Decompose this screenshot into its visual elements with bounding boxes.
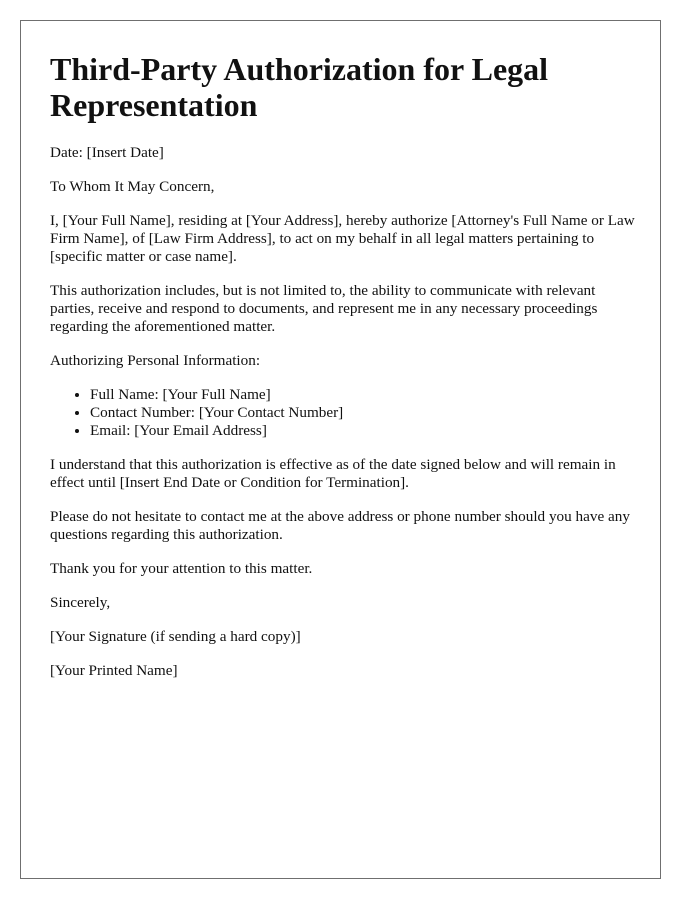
letter-content: [50, 51, 640, 696]
list-item-contact-number: • Contact Number: [Your Contact Number]: [90, 404, 640, 422]
document-page: [20, 20, 661, 879]
list-item-email: • Email: [Your Email Address]: [90, 422, 640, 440]
signature-placeholder: [Your Signature (if sending a hard copy)]: [50, 628, 301, 645]
sign-off: Sincerely,: [50, 594, 111, 611]
salutation: To Whom It May Concern,: [50, 178, 215, 195]
effective-date-paragraph: I understand that this authorization is effective as of the date signed below and will remain in effect until [Insert End Date or Condition for Termination].: [50, 456, 616, 491]
closing-section: [50, 560, 640, 680]
thanks-line: Thank you for your attention to this matter.: [50, 560, 313, 577]
document-title: Third-Party Authorization for Legal Representation: [50, 51, 549, 123]
date-line: Date: [Insert Date]: [50, 144, 164, 161]
authorization-paragraph: I, [Your Full Name], residing at [Your Address], hereby authorize [Attorney's Full Name or Law Firm Name], of [Law Firm Address], to act on my behalf in all legal matters pertaining to [specific matter or case name].: [50, 212, 635, 265]
printed-name-placeholder: [Your Printed Name]: [50, 662, 178, 679]
personal-info-list: [50, 386, 640, 440]
personal-info-heading: Authorizing Personal Information:: [50, 352, 261, 369]
list-item-full-name: • Full Name: [Your Full Name]: [90, 386, 640, 404]
scope-paragraph: This authorization includes, but is not limited to, the ability to communicate with relevant parties, receive and respond to documents, and represent me in any necessary proceedings regarding the aforementioned matter.: [50, 282, 598, 335]
contact-paragraph: Please do not hesitate to contact me at the above address or phone number should you have any questions regarding this authorization.: [50, 508, 630, 543]
